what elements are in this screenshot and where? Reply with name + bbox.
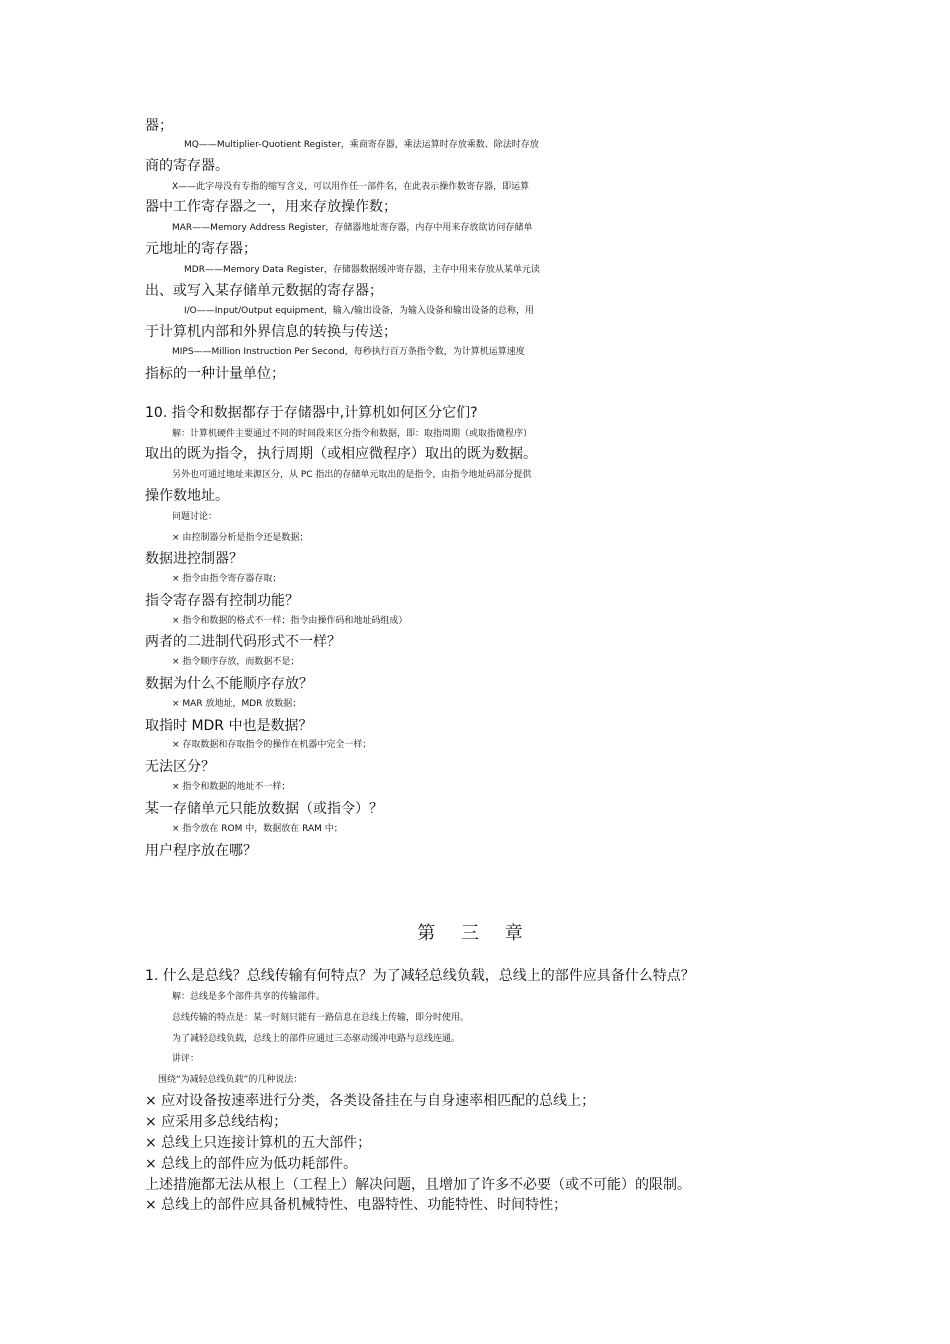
list-item: × 由控制器分析是指令还是数据； bbox=[172, 533, 309, 543]
text-line: 数据为什么不能顺序存放？ bbox=[145, 676, 313, 692]
list-item: × 应对设备按速率进行分类，各类设备挂在与自身速率相匹配的总线上； bbox=[145, 1093, 596, 1109]
text-line: 为了减轻总线负载，总线上的部件应通过三态驱动缓冲电路与总线连通。 bbox=[172, 1034, 461, 1044]
text-line: X——此字母没有专指的缩写含义，可以用作任一部件名，在此表示操作数寄存器，即运算 bbox=[172, 182, 530, 192]
text-line: 讲评： bbox=[172, 1054, 200, 1064]
text-line: 于计算机内部和外界信息的转换与传送； bbox=[145, 324, 397, 340]
chapter-title: 第 三 章 bbox=[417, 923, 533, 944]
text-line: 围绕“为减轻总线负载”的几种说法： bbox=[158, 1075, 303, 1085]
list-item: × 指令和数据的格式不一样；指令由操作码和地址码组成） bbox=[172, 616, 408, 626]
list-item: × 总线上的部件应具备机械特性、电器特性、功能特性、时间特性； bbox=[145, 1197, 568, 1213]
text-line: 元地址的寄存器； bbox=[145, 241, 257, 257]
text-line: MAR——Memory Address Register，存储器地址寄存器，内存中用来存放欲访问存储单 bbox=[172, 223, 533, 233]
list-item: × 总线上只连接计算机的五大部件； bbox=[145, 1135, 372, 1151]
text-line: 某一存储单元只能放数据（或指令）？ bbox=[145, 801, 383, 817]
text-line: 两者的二进制代码形式不一样？ bbox=[145, 634, 341, 650]
text-line: 器； bbox=[145, 118, 173, 134]
text-line: 解：总线是多个部件共享的传输部件。 bbox=[172, 992, 326, 1002]
text-line: MIPS——Million Instruction Per Second，每秒执行百万条指令数，为计算机运算速度 bbox=[172, 347, 525, 357]
text-line: MQ——Multiplier-Quotient Register，乘商寄存器，乘法运算时存放乘数、除法时存放 bbox=[184, 140, 539, 150]
list-item: × MAR 放地址，MDR 放数据； bbox=[172, 699, 302, 709]
text-line: 用户程序放在哪？ bbox=[145, 843, 257, 859]
text-line: 问题讨论： bbox=[172, 512, 218, 522]
text-line: 操作数地址。 bbox=[145, 488, 229, 504]
list-item: × 指令放在 ROM 中，数据放在 RAM 中； bbox=[172, 824, 343, 834]
text-line: 解：计算机硬件主要通过不同的时间段来区分指令和数据，即：取指周期（或取指微程序） bbox=[172, 429, 533, 439]
text-line: 取出的既为指令，执行周期（或相应微程序）取出的既为数据。 bbox=[145, 446, 537, 462]
list-item: × 应采用多总线结构； bbox=[145, 1114, 288, 1130]
text-line: 器中工作寄存器之一，用来存放操作数； bbox=[145, 199, 397, 215]
question-heading: 10. 指令和数据都存于存储器中,计算机如何区分它们? bbox=[145, 405, 478, 421]
text-line: I/O——Input/Output equipment，输入/输出设备，为输入设备和输出设备的总称，用 bbox=[184, 306, 534, 316]
text-line: 无法区分？ bbox=[145, 759, 215, 775]
question-heading: 1. 什么是总线？总线传输有何特点？为了减轻总线负载，总线上的部件应具备什么特点？ bbox=[145, 968, 695, 984]
text-line: 数据进控制器？ bbox=[145, 551, 243, 567]
list-item: × 总线上的部件应为低功耗部件。 bbox=[145, 1156, 358, 1172]
text-line: 另外也可通过地址来源区分，从 PC 指出的存储单元取出的是指令，由指令地址码部分提供 bbox=[172, 470, 532, 480]
list-item: × 指令由指令寄存器存取； bbox=[172, 574, 282, 584]
list-item: × 指令顺序存放，而数据不是； bbox=[172, 657, 300, 667]
text-line: 取指时 MDR 中也是数据？ bbox=[145, 718, 313, 734]
list-item: × 指令和数据的地址不一样； bbox=[172, 782, 291, 792]
text-line: 总线传输的特点是：某一时刻只能有一路信息在总线上传输，即分时使用。 bbox=[172, 1013, 470, 1023]
text-line: 出、或写入某存储单元数据的寄存器； bbox=[145, 283, 383, 299]
text-line: 指标的一种计量单位； bbox=[145, 366, 285, 382]
text-line: MDR——Memory Data Register，存储器数据缓冲寄存器，主存中用来存放从某单元读 bbox=[184, 265, 540, 275]
list-item: × 存取数据和存取指令的操作在机器中完全一样； bbox=[172, 740, 372, 750]
text-line: 上述措施都无法从根上（工程上）解决问题，且增加了许多不必要（或不可能）的限制。 bbox=[145, 1177, 691, 1193]
text-line: 商的寄存器。 bbox=[145, 158, 229, 174]
text-line: 指令寄存器有控制功能？ bbox=[145, 593, 299, 609]
